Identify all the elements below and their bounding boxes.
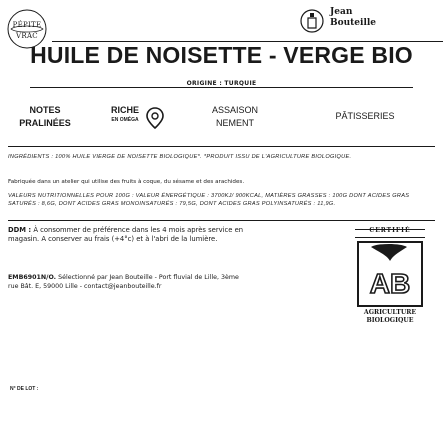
badge-riche-omega bbox=[100, 104, 150, 124]
badge-notes-pralinees bbox=[10, 104, 80, 130]
origin-rule bbox=[30, 87, 413, 88]
ddm-block bbox=[8, 226, 248, 244]
origin-label: ORIGINE : TURQUIE bbox=[154, 80, 289, 87]
emb-text: Sélectionné par Jean Bouteille - Port fluvial de Lille, 3ème rue Bât. E, 59000 Lille - contact@jeanbouteille.fr bbox=[8, 274, 239, 290]
nutrition-values: VALEURS NUTRITIONNELLES POUR 100G : VALEUR ÉNERGÉTIQUE : 3700KJ/ 900KCAL, MATIÈRES GRASSES : 100G DONT ACIDES GRAS SATURÉS : 8,6G, DONT ACIDES GRAS MONOINSATURÉS : 79,5G, DONT ACIDES GRAS POLYINSATURÉS : 11,9G. bbox=[8, 193, 410, 207]
badge-notes-line2: PRALINÉES bbox=[19, 118, 71, 128]
lot-number-label: N° DE LOT : bbox=[10, 386, 39, 392]
pepite-label: PÉPITE bbox=[12, 21, 42, 29]
badge-assaison-line1: ASSAISON bbox=[211, 105, 258, 115]
ab-certifie-label: CERTIFIÉ bbox=[369, 227, 411, 234]
ingredients-block bbox=[8, 153, 435, 161]
ab-top-rule-2 bbox=[355, 237, 425, 238]
ab-agriculture-label bbox=[355, 309, 425, 325]
product-title: HUILE DE NOISETTE - VERGE BIO bbox=[30, 42, 413, 68]
ingredients-text: 100% HUILE VIERGE DE NOISETTE BIOLOGIQUE*. *PRODUIT ISSU DE L'AGRICULTURE BIOLOGIQUE. bbox=[55, 154, 352, 160]
brand-name-line1: Jean bbox=[330, 7, 353, 17]
ddm-text: À consommer de préférence dans les 4 mois après service en magasin. A conserver au frais (+4°c) et à l'abri de la lumière. bbox=[8, 226, 244, 243]
badge-riche-line1: RICHE bbox=[110, 105, 139, 115]
ab-line2: BIOLOGIQUE bbox=[366, 317, 414, 324]
map-pin-icon bbox=[145, 107, 165, 129]
ab-certification-logo bbox=[355, 227, 425, 342]
middle-rule bbox=[8, 146, 435, 147]
fabrication-note: Fabriquée dans un atelier qui utilise des fruits à coque, du sésame et des arachides. bbox=[8, 179, 245, 185]
badge-patisseries: PÂTISSERIES bbox=[335, 111, 395, 121]
ab-line1: AGRICULTURE bbox=[363, 309, 417, 316]
badge-assaison-line2: NEMENT bbox=[216, 118, 254, 128]
emb-block bbox=[8, 273, 248, 291]
badge-notes-line1: NOTES bbox=[29, 105, 61, 115]
bottle-emblem-icon bbox=[300, 9, 324, 33]
jean-bouteille-brand bbox=[300, 4, 377, 40]
badge-riche-line2: EN OMÉGA bbox=[111, 117, 139, 123]
ab-leaf-icon bbox=[357, 241, 423, 307]
ddm-label: DDM : bbox=[8, 226, 32, 234]
vrac-label: VRAC bbox=[16, 32, 38, 40]
ab-letters: AB bbox=[369, 268, 411, 299]
badge-assaisonnement bbox=[190, 104, 280, 130]
ingredients-label: INGRÉDIENTS : bbox=[8, 154, 54, 160]
brand-name-line2: Bouteille bbox=[330, 18, 377, 28]
lower-rule bbox=[8, 220, 435, 221]
emb-label: EMB6901N/O. bbox=[8, 274, 57, 281]
